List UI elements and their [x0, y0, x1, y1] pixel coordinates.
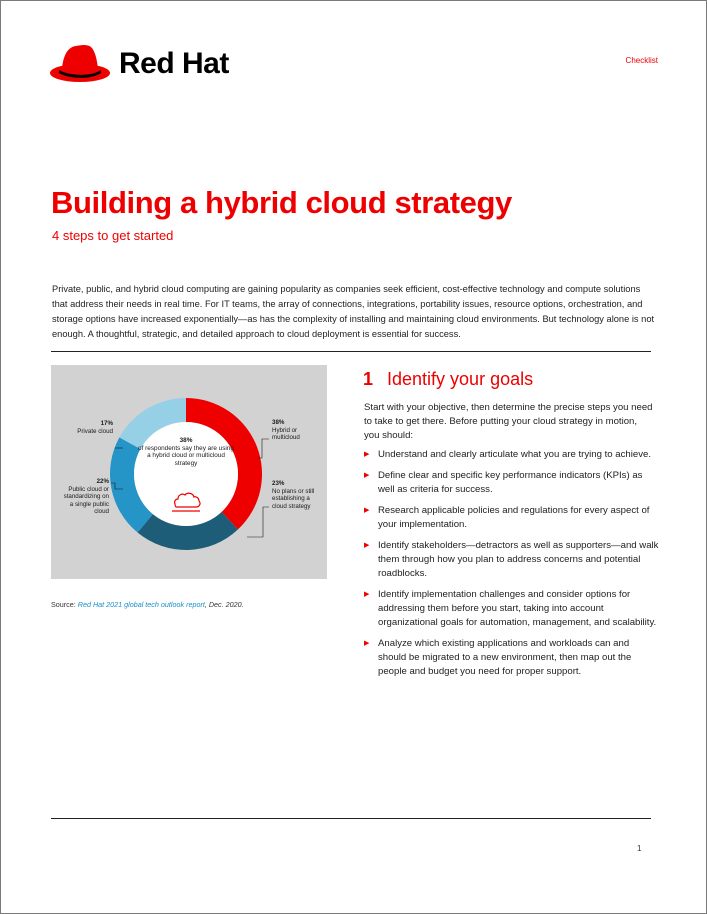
document-type-label: Checklist: [625, 56, 658, 65]
label-no-plans-text: No plans or still establishing a cloud strategy: [272, 487, 315, 510]
arrow-bullet-icon: ▶: [364, 640, 370, 647]
section-divider-bottom: [51, 818, 651, 819]
source-prefix: Source:: [51, 600, 78, 609]
center-percent: 38%: [179, 437, 193, 444]
list-item: ▶ Analyze which existing applications and workloads can and should be migrated to a new environment, then map out the people and budget you need for proper support.: [364, 638, 632, 677]
label-hybrid-pct: 38%: [272, 419, 285, 426]
step-1-lead: Start with your objective, then determine the precise steps you need to take to get there. Before putting your cloud strategy in motion, you should:: [364, 402, 653, 441]
donut-chart-panel: [51, 365, 327, 579]
logo-wordmark: Red Hat: [119, 47, 229, 80]
source-suffix: , Dec. 2020.: [204, 600, 244, 609]
label-public-pct: 22%: [96, 478, 109, 485]
label-no-plans: [272, 480, 322, 510]
chart-source: [51, 600, 244, 609]
label-private: [57, 420, 113, 435]
label-hybrid-text: Hybrid or multicloud: [272, 426, 300, 441]
step-title: Identify your goals: [387, 369, 534, 389]
list-item: ▶ Understand and clearly articulate what you are trying to achieve.: [364, 449, 652, 460]
arrow-bullet-icon: ▶: [364, 591, 370, 598]
leader-line-hybrid: [258, 439, 269, 458]
step-1-checklist: [364, 448, 659, 686]
list-item: ▶ Research applicable policies and regulations for every aspect of your implementation.: [364, 505, 650, 530]
arrow-bullet-icon: ▶: [364, 472, 370, 479]
label-public-text: Public cloud or standardizing on a single public cloud: [63, 485, 109, 515]
label-private-text: Private cloud: [77, 427, 113, 435]
source-link[interactable]: Red Hat 2021 global tech outlook report: [77, 600, 205, 609]
red-hat-icon: [49, 39, 113, 89]
arrow-bullet-icon: ▶: [364, 451, 370, 458]
label-no-plans-pct: 23%: [272, 480, 285, 487]
page-title: Building a hybrid cloud strategy: [51, 185, 512, 220]
section-divider-top: [51, 351, 651, 352]
intro-paragraph: Private, public, and hybrid cloud computing are gaining popularity as companies seek efficient, cost-effective technology and compute solutions that address their needs in real time. For IT teams, the array of connections, integrations, portability issues, resource options, orchestration, and storage options have increased exponentially—as has the complexity of installing and maintaining cloud environments. But technology alone is not enough. A thoughtful, strategic, and detailed approach to cloud deployment is essential for success.: [52, 284, 655, 339]
page-subtitle: 4 steps to get started: [52, 228, 174, 243]
page-number: 1: [637, 844, 642, 853]
center-text: of respondents say they are using a hybrid cloud or multicloud strategy: [138, 444, 234, 467]
label-hybrid: [272, 419, 316, 442]
step-1-heading: [363, 369, 533, 390]
arrow-bullet-icon: ▶: [364, 542, 370, 549]
list-item: ▶ Identify implementation challenges and consider options for addressing them before you start, taking into account organizational goals for automation, management, and scalability.: [364, 589, 657, 628]
step-number: 1: [363, 369, 374, 389]
label-private-pct: 17%: [100, 420, 113, 427]
arrow-bullet-icon: ▶: [364, 507, 370, 514]
list-item: ▶ Define clear and specific key performance indicators (KPIs) as well as criteria for success.: [364, 470, 643, 495]
label-public: [59, 478, 109, 516]
donut-center-caption: [136, 437, 236, 467]
red-hat-logo: [49, 39, 249, 89]
list-item: ▶ Identify stakeholders—detractors as well as supporters—and walk them through how you plan to address concerns and potential roadblocks.: [364, 540, 659, 579]
donut-chart: [51, 365, 327, 579]
